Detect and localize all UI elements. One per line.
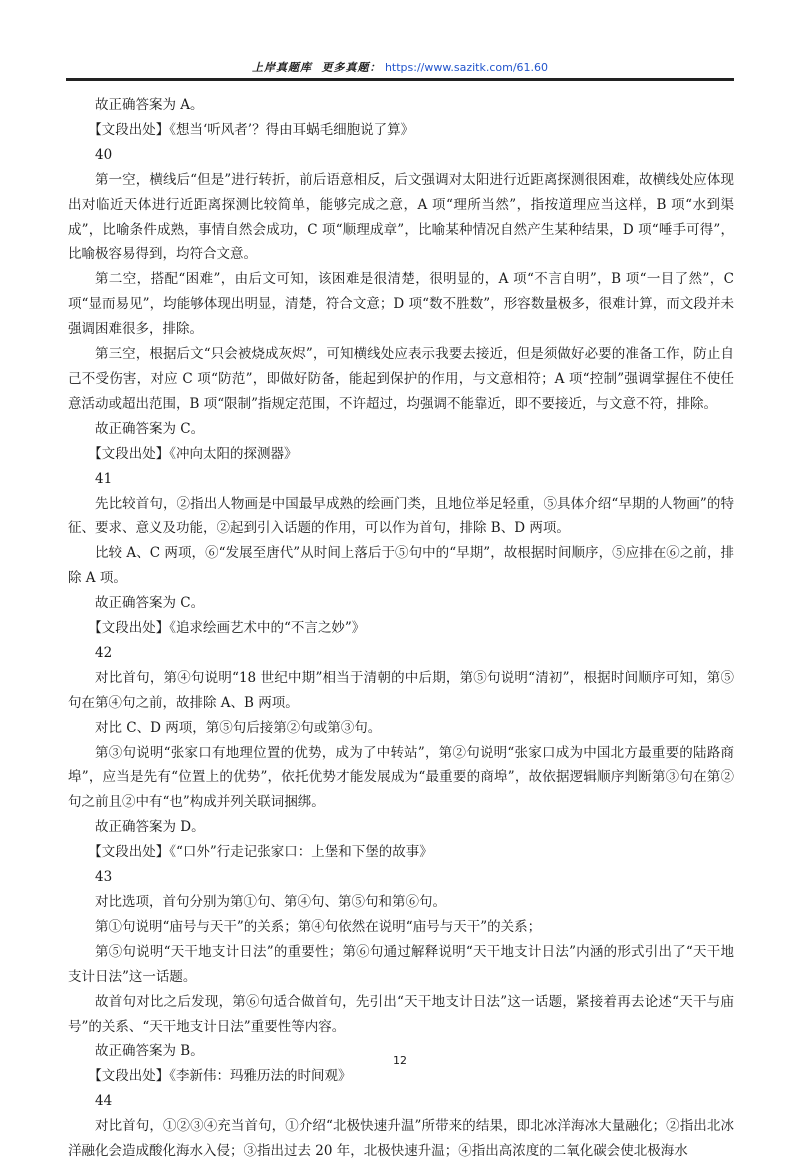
explanation-paragraph: 故正确答案为 D。 [95, 819, 205, 836]
explanation-paragraph: 故正确答案为 C。 [95, 420, 205, 437]
explanation-paragraph: 比较 A、C 两项，⑥“发展至唐代”从时间上落后于⑤句中的“早期”，故根据时间顺序，⑤应排在⑥之前，排除 A 项。 [68, 545, 734, 587]
explanation-paragraph: 第⑤句说明“天干地支计日法”的重要性；第⑥句通过解释说明“天干地支计日法”内涵的形式引出了“天干地支计日法”这一话题。 [68, 943, 734, 985]
header-site-name: 上岸真题库 [251, 61, 312, 74]
question-number: 41 [95, 470, 113, 487]
explanation-paragraph: 故正确答案为 A。 [95, 97, 204, 113]
source-citation: 【文段出处】《想当‘听风者’？得由耳蜗毛细胞说了算》 [88, 121, 415, 138]
source-citation: 【文段出处】《追求绘画艺术中的“不言之妙”》 [88, 620, 366, 637]
explanation-paragraph: 第二空，搭配“困难”，由后文可知，该困难是很清楚，很明显的，A 项“不言自明”，B 项“一目了然”，C 项“显而易见”，均能够体现出明显，清楚，符合文意；D 项“数不胜数”，形容数量极多，很难计算，而文段并未强调困难很多，排除。 [68, 271, 734, 338]
question-number: 43 [95, 869, 113, 886]
question-number: 44 [95, 1093, 113, 1110]
header-divider [66, 78, 734, 81]
explanation-paragraph: 第①句说明“庙号与天干”的关系；第④句依然在说明“庙号与天干”的关系； [95, 918, 542, 935]
document-body [68, 93, 734, 1164]
source-citation: 【文段出处】《“口外”行走记张家口：上堡和下堡的故事》 [88, 844, 433, 861]
explanation-paragraph: 对比选项，首句分别为第①句、第④句、第⑤句和第⑥句。 [95, 894, 446, 910]
header-more-label: 更多真题： [321, 61, 382, 74]
explanation-paragraph: 故正确答案为 B。 [95, 1043, 204, 1060]
explanation-paragraph: 第③句说明“张家口有地理位置的优势，成为了中转站”，第②句说明“张家口成为中国北方最重要的陆路商埠”，应当是先有“位置上的优势”，依托优势才能发展成为“最重要的商埠”，故依据逻辑顺序判断第③句在第②句之前且②中有“也”构成并列关联词捆绑。 [68, 744, 734, 811]
explanation-paragraph: 故正确答案为 C。 [95, 595, 205, 612]
page-header [68, 60, 732, 76]
source-citation: 【文段出处】《李新伟：玛雅历法的时间观》 [88, 1068, 352, 1085]
explanation-paragraph: 先比较首句，②指出人物画是中国最早成熟的绘画门类，且地位举足轻重，⑤具体介绍“早期的人物画”的特征、要求、意义及功能，②起到引入话题的作用，可以作为首句，排除 B、D 两项。 [68, 495, 734, 537]
explanation-paragraph: 第三空，根据后文“只会被烧成灰烬”，可知横线处应表示我要去接近，但是须做好必要的准备工作，防止自己不受伤害，对应 C 项“防范”，即做好防备，能起到保护的作用，与文意相符；A 项“控制”强调掌握住不使任意活动或超出范围，B 项“限制”指规定范围，不许超过，均强调不能靠近，即不要接近，与文意不符，排除。 [68, 346, 734, 412]
explanation-paragraph: 对比首句，第④句说明“18 世纪中期”相当于清朝的中后期，第⑤句说明“清初”，根据时间顺序可知，第⑤句在第④句之前，故排除 A、B 两项。 [68, 669, 734, 711]
question-number: 40 [95, 146, 113, 163]
explanation-paragraph: 对比 C、D 两项，第⑤句后接第②句或第③句。 [95, 719, 382, 736]
source-citation: 【文段出处】《冲向太阳的探测器》 [88, 445, 298, 462]
header-url-link[interactable]: https://www.sazitk.com/61.60 [384, 61, 549, 74]
explanation-paragraph: 故首句对比之后发现，第⑥句适合做首句，先引出“天干地支计日法”这一话题，紧接着再去论述“天干与庙号”的关系、“天干地支计日法”重要性等内容。 [68, 993, 734, 1035]
page-number: 12 [393, 1054, 407, 1067]
explanation-paragraph: 第一空，横线后“但是”进行转折，前后语意相反，后文强调对太阳进行近距离探测很困难，故横线处应体现出对临近天体进行近距离探测比较简单，能够完成之意，A 项“理所当然”，指按道理应当这样，B 项“水到渠成”，比喻条件成熟，事情自然会成功，C 项“顺理成章”，比喻某种情况自然产生某种结果，D 项“唾手可得”，比喻极容易得到，均符合文意。 [68, 171, 734, 263]
question-number: 42 [95, 644, 113, 661]
explanation-paragraph: 对比首句，①②③④充当首句，①介绍“北极快速升温”所带来的结果，即北冰洋海冰大量融化；②指出北冰洋融化会造成酸化海水入侵；③指出过去 20 年，北极快速升温；④指出高浓度的二氧化碳会使北极海水 [68, 1118, 734, 1160]
